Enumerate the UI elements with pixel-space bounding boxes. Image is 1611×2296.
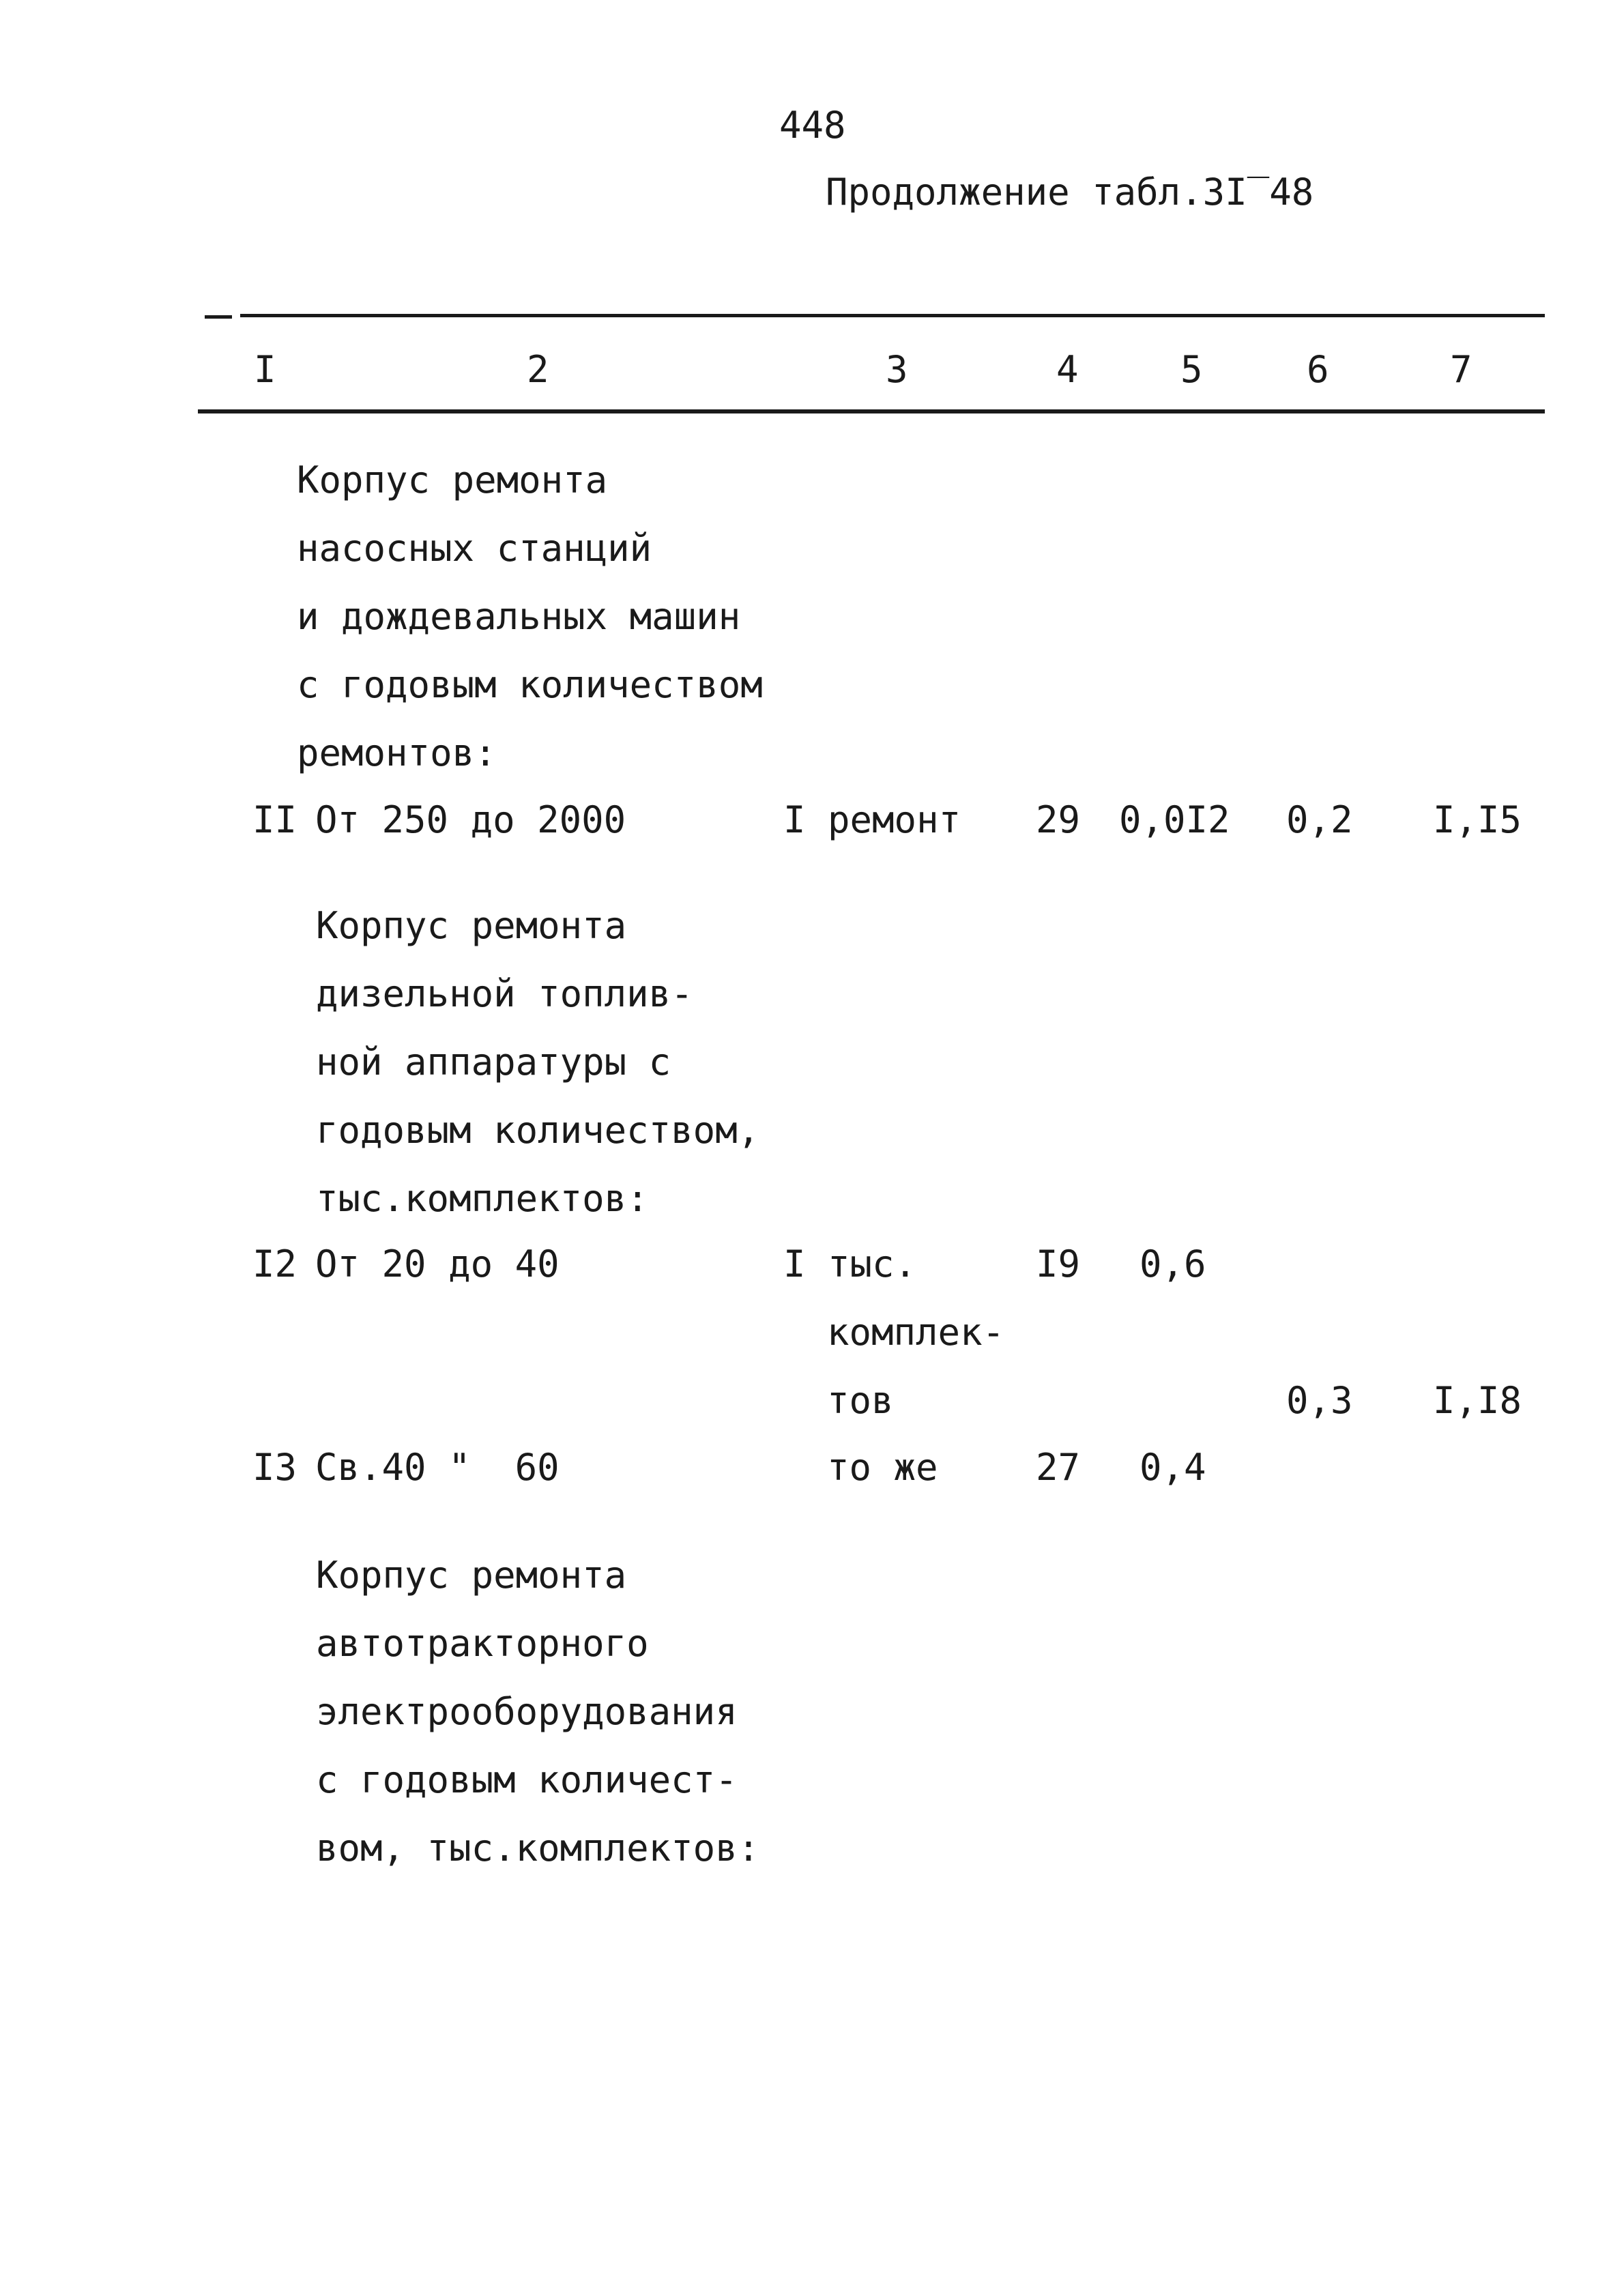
group-heading-line: электрооборудования <box>316 1690 738 1733</box>
column-header-5: 5 <box>1180 348 1203 391</box>
group-heading-line: тыс.комплектов: <box>316 1177 649 1220</box>
group-heading-line: Корпус ремонта <box>316 1554 627 1597</box>
row-value-col4: 27 <box>1036 1446 1081 1489</box>
column-header-4: 4 <box>1056 348 1079 391</box>
row-name: От 250 до 2000 <box>315 798 626 841</box>
row-name: Св.40 " 60 <box>315 1446 560 1489</box>
row-value-col7: I,I5 <box>1433 798 1522 841</box>
group-heading-line: с годовым количеством <box>297 663 763 706</box>
column-header-6: 6 <box>1307 348 1329 391</box>
row-value-col6: 0,3 <box>1286 1379 1353 1422</box>
column-header-7: 7 <box>1450 348 1472 391</box>
row-number: II <box>252 798 297 841</box>
row-number: I2 <box>252 1243 297 1285</box>
row-unit-continued: комплек- <box>827 1311 1005 1354</box>
table-top-rule <box>240 314 1545 317</box>
group-heading-line: насосных станций <box>297 527 652 570</box>
group-heading-line: ремонтов: <box>297 731 497 774</box>
row-number: I3 <box>252 1446 297 1489</box>
group-heading-line: и дождевальных машин <box>297 595 741 638</box>
table-caption: Продолжение табл.3I‾48 <box>826 171 1314 214</box>
group-heading-line: Корпус ремонта <box>316 904 627 947</box>
row-value-col5: 0,6 <box>1140 1243 1206 1285</box>
row-value-col7: I,I8 <box>1433 1379 1522 1422</box>
row-value-col5: 0,4 <box>1140 1446 1206 1489</box>
row-unit: I тыс. <box>783 1243 917 1285</box>
row-unit: то же <box>827 1446 938 1489</box>
row-name: От 20 до 40 <box>315 1243 560 1285</box>
group-heading-line: Корпус ремонта <box>297 459 608 502</box>
table-header-rule <box>198 409 1545 413</box>
row-value-col4: I9 <box>1036 1243 1081 1285</box>
row-value-col4: 29 <box>1036 798 1081 841</box>
row-value-col5: 0,0I2 <box>1119 798 1230 841</box>
row-unit: I ремонт <box>783 798 961 841</box>
page-number: 448 <box>779 104 846 147</box>
row-value-col6: 0,2 <box>1286 798 1353 841</box>
group-heading-line: автотракторного <box>316 1622 649 1665</box>
column-header-2: 2 <box>527 348 549 391</box>
column-header-3: 3 <box>886 348 908 391</box>
row-unit-continued: тов <box>827 1379 894 1422</box>
column-header-1: I <box>254 348 276 391</box>
group-heading-line: дизельной топлив- <box>316 972 693 1015</box>
group-heading-line: вом, тыс.комплектов: <box>316 1827 760 1870</box>
group-heading-line: с годовым количест- <box>316 1758 738 1801</box>
group-heading-line: годовым количеством, <box>316 1109 760 1152</box>
rule-tick <box>205 315 232 319</box>
group-heading-line: ной аппаратуры с <box>316 1041 671 1084</box>
